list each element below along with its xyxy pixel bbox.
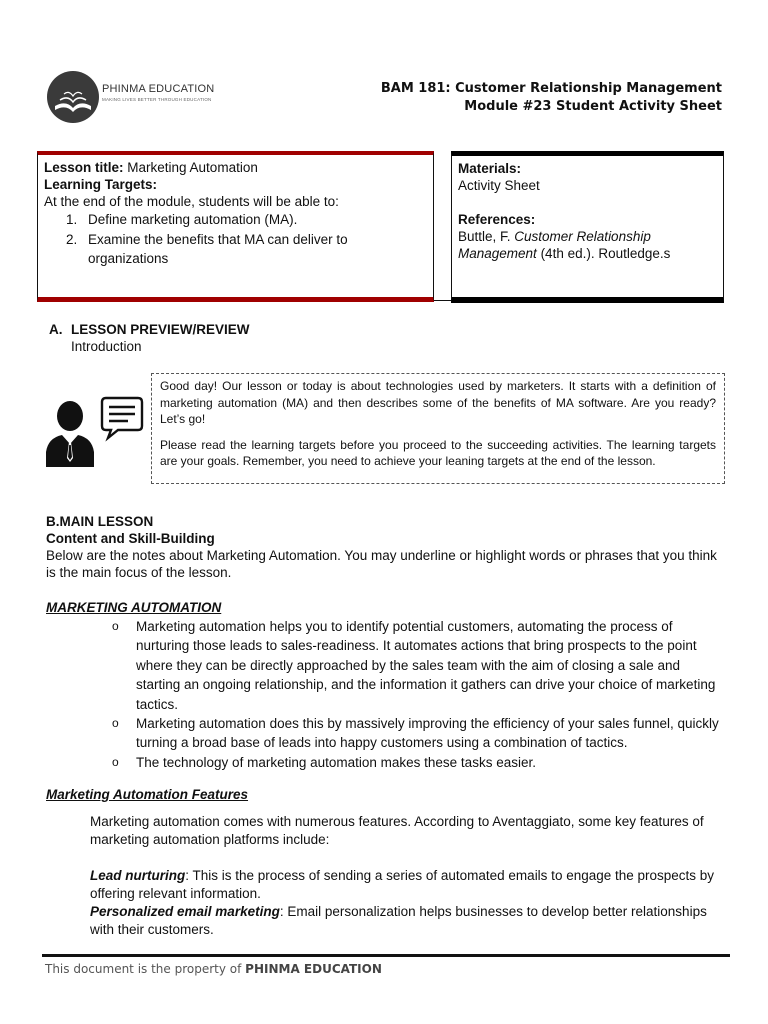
main-lesson-section (46, 513, 726, 581)
marketing-automation-notes (112, 617, 726, 772)
footer-owner: PHINMA EDUCATION (245, 962, 382, 976)
list-item: o The technology of marketing automation makes these tasks easier. (112, 754, 536, 770)
list-item: 2. Examine the benefits that MA can deliver to organizations (66, 231, 348, 266)
marketing-automation-heading: MARKETING AUTOMATION (46, 600, 222, 615)
note-paragraph: Please read the learning targets before you proceed to the succeeding activities. The learning targets are your goals. Remember, you need to achieve your leaning targets at the end of the lesson. (160, 437, 716, 468)
lesson-title-label: Lesson title: (44, 160, 124, 175)
footer: This document is the property of PHINMA EDUCATION (45, 962, 382, 976)
speaking-person-icon (44, 392, 144, 467)
learning-targets-intro: At the end of the module, students will be able to: (44, 194, 339, 209)
footer-divider (42, 954, 730, 957)
lesson-intro: Below are the notes about Marketing Automation. You may underline or highlight words or phrases that you think is the main focus of the lesson. (46, 548, 717, 580)
materials-box (451, 151, 724, 303)
learning-targets-list (66, 210, 427, 269)
materials-label: Materials: (458, 161, 522, 176)
lesson-title-value: Marketing Automation (123, 160, 258, 175)
features-section (90, 813, 726, 939)
section-heading: A. LESSON PREVIEW/REVIEW (49, 322, 250, 337)
feature-item: Lead nurturing: This is the process of sending a series of automated emails to engage the prospects by offering relevant information. (90, 868, 715, 901)
phinma-emblem-icon (46, 70, 100, 124)
logo-name: PHINMA EDUCATION (102, 83, 215, 95)
feature-item: Personalized email marketing: Email personalization helps businesses to develop better relationships with their customers. (90, 904, 707, 937)
reference-entry: Buttle, F. Customer Relationship Management (4th ed.). Routledge.s (458, 229, 671, 261)
box-divider (434, 300, 451, 301)
lesson-info-box (37, 151, 434, 302)
phinma-logo (46, 68, 216, 126)
list-item: o Marketing automation does this by massively improving the efficiency of your sales funnel, quickly turning a broad base of leads into happy customers using a combination of tactics. (112, 716, 719, 751)
learning-targets-label: Learning Targets: (44, 177, 158, 192)
section-subheading: Introduction (71, 339, 142, 354)
list-item: o Marketing automation helps you to identify potential customers, automating the process of nurturing those leads to sales-readiness. It automates actions that bring prospects to the point where they can be directly approached by the sales team with the aim of closing a sale and starting an ongoing relationship, and the information it gathers can drive your choice of marketing tactics. (112, 619, 716, 712)
logo-tagline: MAKING LIVES BETTER THROUGH EDUCATION (102, 97, 212, 102)
references-label: References: (458, 212, 536, 227)
features-intro: Marketing automation comes with numerous features. According to Aventaggiato, some key features of marketing automation platforms include: (90, 814, 704, 847)
introduction-note (151, 373, 725, 484)
features-heading: Marketing Automation Features (46, 787, 249, 802)
note-paragraph: Good day! Our lesson or today is about technologies used by marketers. It starts with a definition of marketing automation (MA) and then describes some of the benefits of MA software. Are you ready? Let’s go! (160, 379, 716, 426)
materials-value: Activity Sheet (458, 178, 540, 193)
course-title: BAM 181: Customer Relationship Management (380, 81, 722, 96)
document-title (381, 80, 722, 116)
module-title: Module #23 Student Activity Sheet (464, 99, 722, 114)
lesson-preview-section (49, 321, 250, 356)
section-heading: B.MAIN LESSON (46, 514, 154, 529)
list-item: 1. Define marketing automation (MA). (66, 212, 298, 227)
section-subheading: Content and Skill-Building (46, 531, 215, 546)
